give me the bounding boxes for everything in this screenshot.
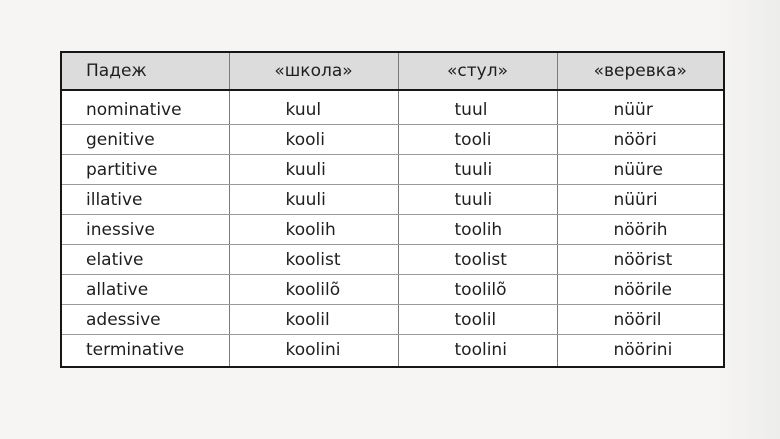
header-chair: «стул» (398, 52, 557, 90)
table-row (61, 155, 724, 185)
table-row (61, 185, 724, 215)
school-form: koolini (229, 335, 398, 368)
page-edge-shade (716, 0, 780, 439)
case-name: inessive (61, 215, 229, 245)
case-name: illative (61, 185, 229, 215)
table-row (61, 275, 724, 305)
chair-form: toolilõ (398, 275, 557, 305)
school-form: koolih (229, 215, 398, 245)
rope-form: nüüri (557, 185, 724, 215)
rope-form: nüür (557, 90, 724, 125)
case-name: nominative (61, 90, 229, 125)
rope-form: nöörile (557, 275, 724, 305)
chair-form: tuuli (398, 185, 557, 215)
rope-form: nöörist (557, 245, 724, 275)
school-form: koolil (229, 305, 398, 335)
school-form: kuuli (229, 185, 398, 215)
school-form: kuul (229, 90, 398, 125)
rope-form: nüüre (557, 155, 724, 185)
rope-form: nöörih (557, 215, 724, 245)
rope-form: nööri (557, 125, 724, 155)
table-row (61, 90, 724, 125)
header-row (61, 52, 724, 90)
school-form: koolist (229, 245, 398, 275)
chair-form: toolil (398, 305, 557, 335)
chair-form: toolist (398, 245, 557, 275)
case-declension-table (60, 51, 725, 368)
table-header (61, 52, 724, 90)
chair-form: tuuli (398, 155, 557, 185)
case-name: genitive (61, 125, 229, 155)
case-name: adessive (61, 305, 229, 335)
case-name: allative (61, 275, 229, 305)
school-form: kooli (229, 125, 398, 155)
table-row (61, 305, 724, 335)
table-body (61, 90, 724, 367)
header-case: Падеж (61, 52, 229, 90)
header-rope: «веревка» (557, 52, 724, 90)
table-row (61, 245, 724, 275)
case-name: elative (61, 245, 229, 275)
table-row (61, 335, 724, 368)
chair-form: tooli (398, 125, 557, 155)
table-row (61, 125, 724, 155)
chair-form: tuul (398, 90, 557, 125)
school-form: kuuli (229, 155, 398, 185)
case-name: partitive (61, 155, 229, 185)
chair-form: toolini (398, 335, 557, 368)
rope-form: nöörini (613, 339, 673, 360)
rope-form: nööril (557, 305, 724, 335)
school-form: koolilõ (229, 275, 398, 305)
chair-form: toolih (398, 215, 557, 245)
case-name: terminative (61, 335, 229, 368)
header-school: «школа» (229, 52, 398, 90)
table-row (61, 215, 724, 245)
